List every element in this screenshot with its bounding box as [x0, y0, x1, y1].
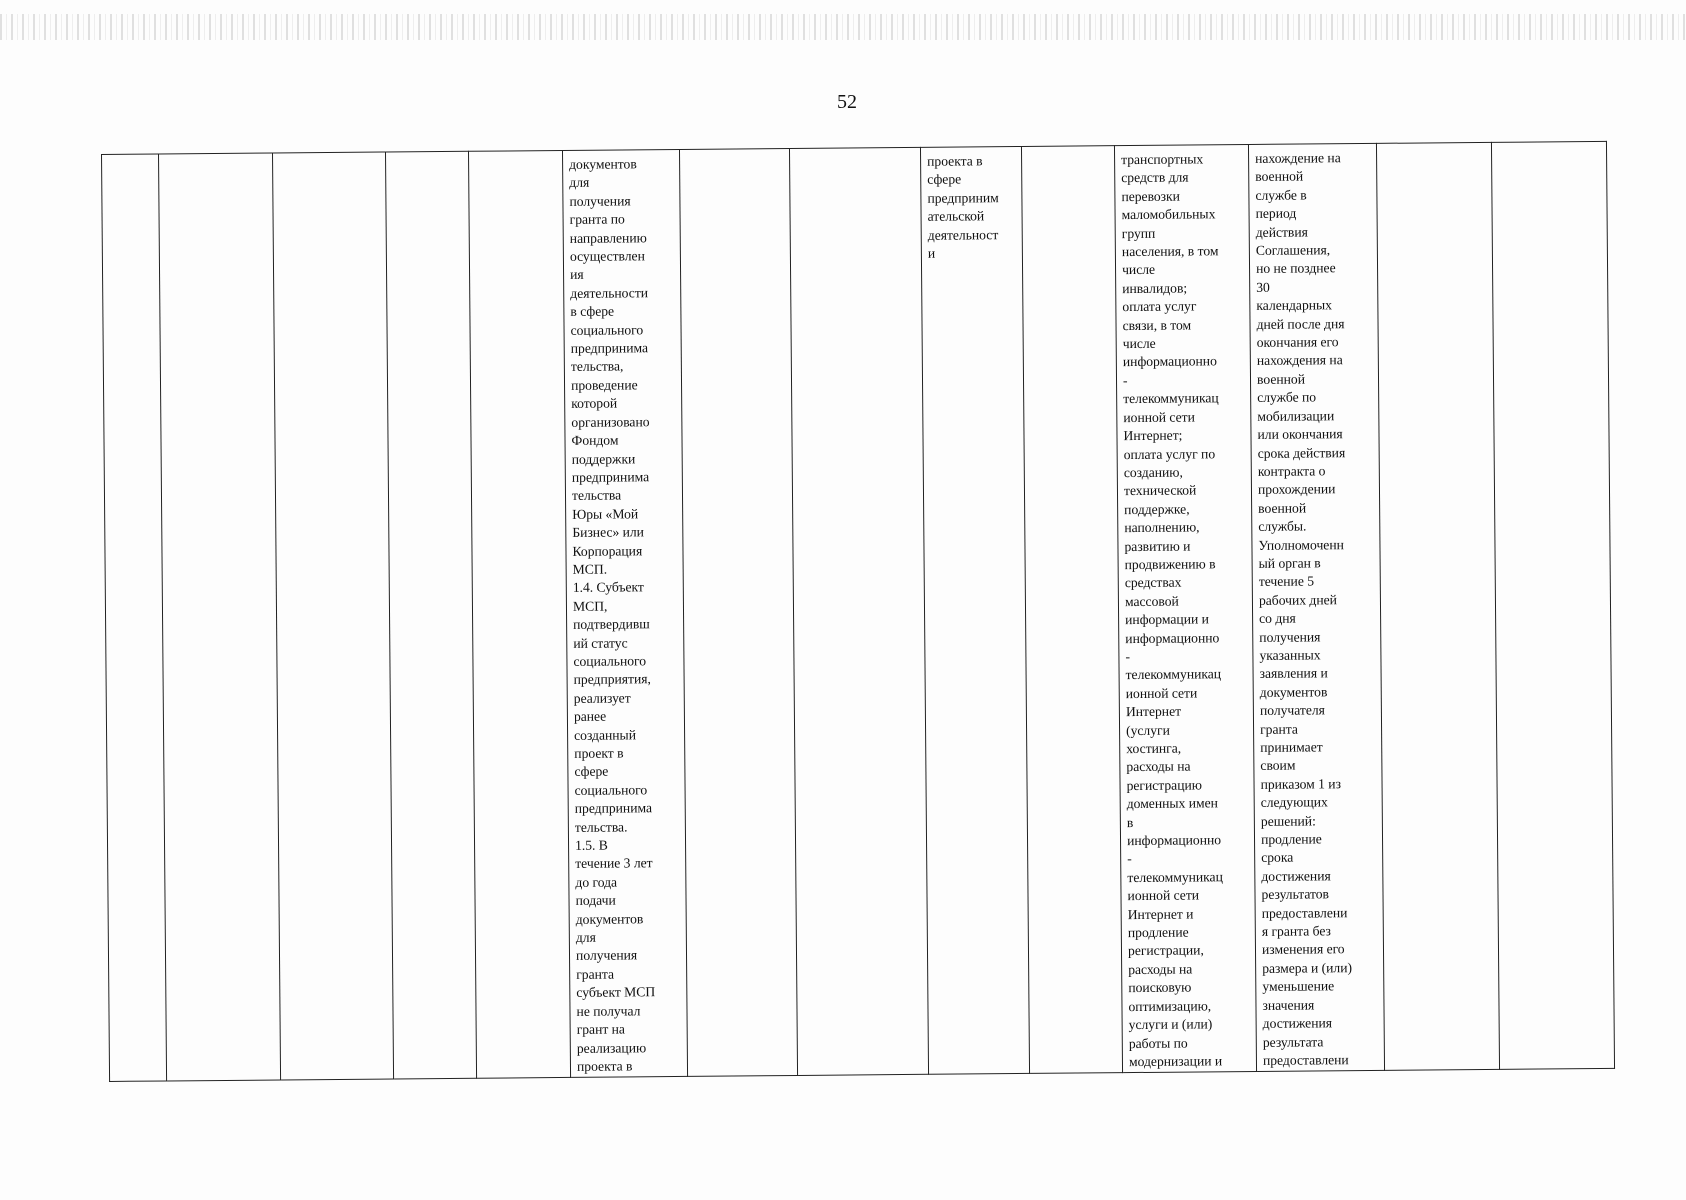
table-cell-empty — [102, 154, 167, 1081]
table-cell-empty — [789, 147, 928, 1075]
table-cell-empty — [1376, 142, 1499, 1070]
table-cell-empty — [679, 148, 797, 1076]
table-cell-empty — [272, 152, 393, 1080]
cell-text-expenses: транспортных средств для перевозки маломобильных групп населения, в том числе инвалидов; оплата услуг связи, в том числе информационно - телекоммуникац ионной сети Интернет; оплата услуг по созданию, технической поддержке, наполнению, развитию и продвижению в средствах массовой информации и информационно - телекоммуникац ионной сети Интернет (услуги хостинга, расходы на регистрацию доменных имен в информационно - телекоммуникац ионной сети Интернет и продление регистрации, расходы на поисковую оптимизацию, услуги и (или) работы по модернизации и — [1121, 151, 1223, 1069]
table-cell-empty — [468, 150, 570, 1078]
table-cell-empty — [159, 153, 281, 1081]
table-cell-criteria — [562, 149, 687, 1077]
table-cell-project — [920, 146, 1029, 1074]
table-cell-empty — [1021, 146, 1122, 1074]
cell-text-conditions: нахождение на военной службе в период действия Соглашения, но не позднее 30 календарных дней после дня окончания его нахождения на военной службе по мобилизации или окончания срока действия контракта о прохождении военной службы. Уполномоченн ый орган в течение 5 рабочих дней со дня получения указанных заявления и документов получателя гранта принимает своим приказом 1 из следующих решений: продление срока достижения результатов предоставлени я гранта без изменения его размера и (или) уменьшение значения достижения результата предоставлени — [1255, 150, 1353, 1068]
page-number: 52 — [837, 91, 857, 113]
table-cell-empty — [1491, 141, 1614, 1069]
table-cell-empty — [385, 151, 476, 1079]
scan-edge-artifact — [0, 14, 1686, 40]
cell-text-criteria: документов для получения гранта по направлению осуществлен ия деятельности в сфере социального предпринима тельства, проведение которой организовано Фондом поддержки предпринима тельства Юры «Мой Бизнес» или Корпорация МСП. 1.4. Субъект МСП, подтвердивш ий статус социального предприятия, реализует ранее созданный проект в сфере социального предпринима тельства. 1.5. В течение 3 лет до года подачи документов для получения гранта субъект МСП не получал грант на реализацию проекта в — [569, 156, 656, 1074]
table-cell-expenses — [1114, 144, 1256, 1072]
document-table — [101, 141, 1615, 1082]
cell-text-project: проекта в сфере предприним ательской деятельност и — [927, 153, 999, 261]
table-cell-conditions — [1248, 143, 1384, 1071]
table-row — [102, 141, 1615, 1081]
